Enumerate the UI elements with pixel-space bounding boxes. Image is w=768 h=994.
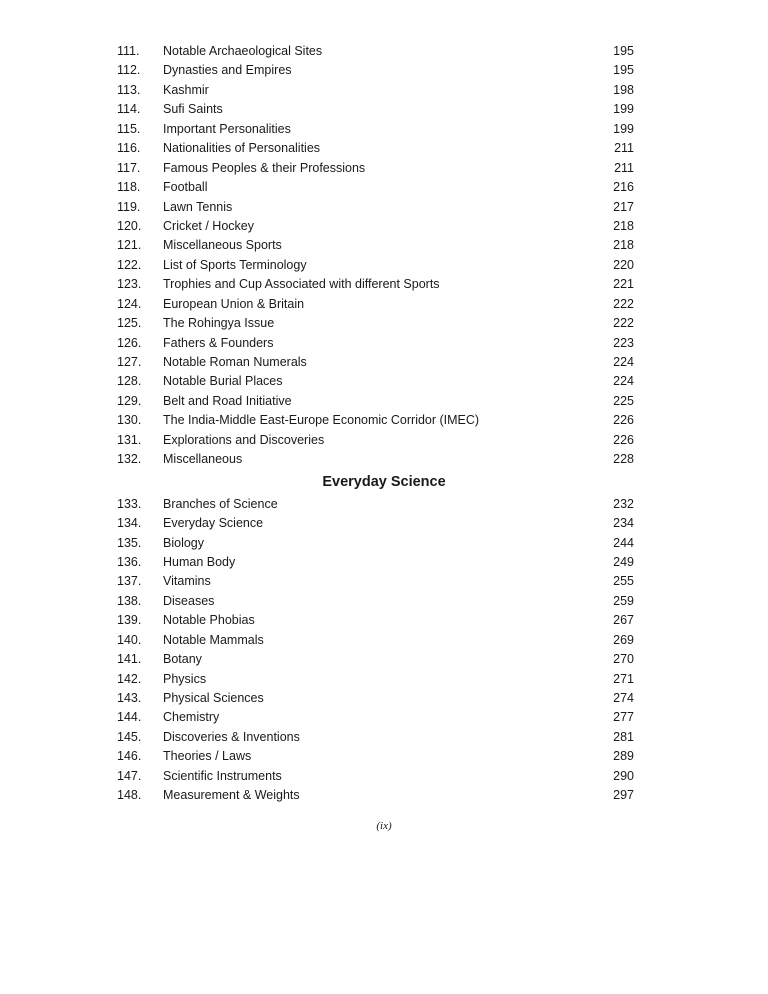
toc-entry-title: Vitamins bbox=[163, 574, 211, 589]
toc-entry bbox=[0, 553, 768, 572]
toc-entry-title: Notable Archaeological Sites bbox=[163, 44, 323, 58]
toc-entry-number: 123. bbox=[117, 277, 142, 292]
toc-entry-title: Discoveries & Inventions bbox=[163, 729, 300, 744]
toc-entry-page: 226 bbox=[613, 413, 634, 428]
toc-entry-title: European Union & Britain bbox=[163, 296, 305, 311]
toc-entry-title: Physical Sciences bbox=[163, 691, 264, 705]
toc-entry-title: Notable Phobias bbox=[163, 613, 255, 628]
toc-entry-title: Belt and Road Initiative bbox=[163, 393, 292, 408]
toc-entry-page: 199 bbox=[613, 102, 634, 117]
toc-entry-number: 115. bbox=[117, 121, 141, 136]
toc-entry-number: 147. bbox=[117, 768, 142, 783]
toc-entry bbox=[0, 314, 768, 333]
toc-entry-number: 117. bbox=[117, 160, 141, 175]
toc-entry-page: 217 bbox=[613, 199, 634, 214]
toc-entry-page: 221 bbox=[613, 277, 634, 292]
toc-entry-number: 138. bbox=[117, 593, 142, 608]
toc-entry-title: Lawn Tennis bbox=[163, 199, 233, 214]
toc-entry bbox=[0, 334, 768, 353]
toc-entry-title: Dynasties and Empires bbox=[163, 63, 292, 78]
toc-entry-page: 297 bbox=[613, 788, 634, 803]
toc-entry bbox=[0, 392, 768, 411]
toc-entry bbox=[0, 572, 768, 591]
toc-entry-page: 195 bbox=[613, 63, 634, 78]
toc-entry-page: 232 bbox=[613, 496, 634, 511]
toc-entry-number: 133. bbox=[117, 496, 142, 511]
toc-entry-number: 119. bbox=[117, 199, 141, 214]
toc-entry-page: 249 bbox=[613, 554, 634, 569]
toc-entry-number: 144. bbox=[117, 710, 142, 725]
toc-entry bbox=[0, 631, 768, 650]
toc-entry bbox=[0, 495, 768, 514]
toc-entry-page: 226 bbox=[613, 432, 634, 447]
toc-entry-number: 136. bbox=[117, 554, 142, 569]
toc-entry-title: Miscellaneous bbox=[163, 452, 243, 467]
toc-entry bbox=[0, 670, 768, 689]
toc-entry-page: 267 bbox=[613, 613, 634, 628]
toc-entry-number: 134. bbox=[117, 516, 142, 531]
toc-entry bbox=[0, 217, 768, 236]
toc-entry bbox=[0, 372, 768, 391]
toc-entry bbox=[0, 236, 768, 255]
toc-entry-page: 198 bbox=[613, 82, 634, 97]
toc-entry-number: 111. bbox=[117, 44, 140, 58]
toc-entry bbox=[0, 611, 768, 630]
toc-entry-page: 220 bbox=[613, 257, 634, 272]
toc-entry-title: Fathers & Founders bbox=[163, 335, 274, 350]
page-number-footer: (ix) bbox=[376, 820, 392, 832]
toc-entry-number: 118. bbox=[117, 180, 141, 195]
toc-entry-title: Branches of Science bbox=[163, 496, 278, 511]
toc-entry bbox=[0, 159, 768, 178]
toc-entry bbox=[0, 411, 768, 430]
section-heading-wrap bbox=[0, 470, 768, 495]
toc-entry-number: 126. bbox=[117, 335, 142, 350]
toc-entry-page: 289 bbox=[613, 749, 634, 764]
toc-entry-page: 225 bbox=[613, 393, 634, 408]
toc-entry-page: 244 bbox=[613, 535, 634, 550]
toc-entry bbox=[0, 431, 768, 450]
toc-entry-page: 222 bbox=[613, 296, 634, 311]
toc-entry-title: Famous Peoples & their Professions bbox=[163, 160, 366, 175]
toc-entry bbox=[0, 514, 768, 533]
toc-entry-number: 124. bbox=[117, 296, 142, 311]
toc-entry-page: 270 bbox=[613, 652, 634, 667]
toc-entry-number: 128. bbox=[117, 374, 142, 389]
toc-entry bbox=[0, 708, 768, 727]
toc-entry-number: 125. bbox=[117, 316, 142, 331]
toc-section-general bbox=[0, 42, 768, 470]
toc-entry-number: 113. bbox=[117, 82, 141, 97]
toc-entry-title: Trophies and Cup Associated with different Sports bbox=[163, 277, 440, 292]
toc-entry-number: 145. bbox=[117, 729, 142, 744]
toc-entry-title: Chemistry bbox=[163, 710, 220, 725]
toc-entry bbox=[0, 120, 768, 139]
toc-entry-title: Explorations and Discoveries bbox=[163, 432, 325, 447]
toc-entry-page: 222 bbox=[613, 316, 634, 331]
toc-entry-page: 259 bbox=[613, 593, 634, 608]
toc-entry-title: Sufi Saints bbox=[163, 102, 223, 117]
toc-entry-page: 234 bbox=[613, 516, 634, 531]
toc-entry bbox=[0, 139, 768, 158]
toc-entry-page: 255 bbox=[613, 574, 634, 589]
toc-entry-page: 211 bbox=[614, 160, 634, 175]
toc-entry bbox=[0, 178, 768, 197]
toc-entry-number: 142. bbox=[117, 671, 142, 686]
toc-entry-number: 140. bbox=[117, 632, 142, 647]
toc-entry-number: 148. bbox=[117, 788, 142, 803]
toc-entry-title: Botany bbox=[163, 652, 202, 667]
toc-entry bbox=[0, 295, 768, 314]
toc-entry bbox=[0, 450, 768, 469]
toc-entry-number: 116. bbox=[117, 141, 141, 156]
toc-entry bbox=[0, 650, 768, 669]
toc-entry-number: 121. bbox=[117, 238, 142, 253]
toc-entry-title: Miscellaneous Sports bbox=[163, 238, 282, 253]
toc-entry-title: Theories / Laws bbox=[163, 749, 252, 764]
toc-entry-title: Notable Mammals bbox=[163, 632, 264, 647]
toc-entry bbox=[0, 747, 768, 766]
toc-entry-page: 269 bbox=[613, 632, 634, 647]
toc-entry-title: The India-Middle East-Europe Economic Corridor (IMEC) bbox=[163, 413, 480, 428]
toc-entry-title: Physics bbox=[163, 671, 207, 686]
toc-entry-number: 114. bbox=[117, 102, 141, 117]
toc-entry-number: 146. bbox=[117, 749, 142, 764]
toc-entry-title: The Rohingya Issue bbox=[163, 316, 275, 331]
toc-entry-title: Diseases bbox=[163, 593, 215, 608]
toc-entry-title: Kashmir bbox=[163, 82, 209, 97]
section-heading: Everyday Science bbox=[322, 473, 446, 490]
toc-entry bbox=[0, 534, 768, 553]
toc-entry-page: 224 bbox=[613, 355, 634, 369]
toc-entry-title: Biology bbox=[163, 535, 204, 550]
toc-entry-number: 131. bbox=[117, 432, 142, 447]
toc-entry-number: 143. bbox=[117, 691, 142, 705]
toc-entry-number: 137. bbox=[117, 574, 142, 589]
toc-entry bbox=[0, 81, 768, 100]
toc-entry bbox=[0, 256, 768, 275]
toc-entry-number: 141. bbox=[117, 652, 142, 667]
toc-entry bbox=[0, 353, 768, 372]
toc-entry-page: 271 bbox=[613, 671, 634, 686]
toc-entry-title: Football bbox=[163, 180, 208, 195]
toc-entry-page: 218 bbox=[613, 238, 634, 253]
toc-entry bbox=[0, 198, 768, 217]
toc-entry-number: 112. bbox=[117, 63, 141, 78]
toc-entry-page: 211 bbox=[614, 141, 634, 156]
toc-entry-number: 120. bbox=[117, 218, 142, 233]
toc-entry-title: Measurement & Weights bbox=[163, 788, 300, 803]
toc-entry bbox=[0, 61, 768, 80]
toc-entry-title: Everyday Science bbox=[163, 516, 264, 531]
toc-entry-title: Human Body bbox=[163, 554, 236, 569]
toc-entry-page: 228 bbox=[613, 452, 634, 467]
toc-entry-number: 122. bbox=[117, 257, 142, 272]
toc-entry-page: 281 bbox=[613, 729, 634, 744]
toc-entry-number: 135. bbox=[117, 535, 142, 550]
toc-entry bbox=[0, 100, 768, 119]
toc-entry bbox=[0, 42, 768, 61]
toc-entry-number: 130. bbox=[117, 413, 142, 428]
toc-entry-page: 218 bbox=[613, 218, 634, 233]
toc-entry-number: 132. bbox=[117, 452, 142, 467]
toc-entry bbox=[0, 689, 768, 708]
toc-entry-page: 216 bbox=[613, 180, 634, 195]
toc-entry bbox=[0, 592, 768, 611]
toc-entry-title: Notable Burial Places bbox=[163, 374, 283, 389]
toc-entry-title: Important Personalities bbox=[163, 121, 291, 136]
toc-entry-number: 127. bbox=[117, 355, 142, 369]
toc-entry-page: 290 bbox=[613, 768, 634, 783]
toc-entry-title: Scientific Instruments bbox=[163, 768, 282, 783]
toc-entry-page: 224 bbox=[613, 374, 634, 389]
toc-entry bbox=[0, 767, 768, 786]
toc-entry-page: 195 bbox=[613, 44, 634, 58]
toc-entry-title: Notable Roman Numerals bbox=[163, 355, 307, 369]
toc-entry bbox=[0, 786, 768, 805]
toc-entry-page: 199 bbox=[613, 121, 634, 136]
toc-entry-number: 129. bbox=[117, 393, 142, 408]
toc-entry-page: 223 bbox=[613, 335, 634, 350]
toc-entry bbox=[0, 728, 768, 747]
toc-entry bbox=[0, 275, 768, 294]
toc-entry-title: List of Sports Terminology bbox=[163, 257, 307, 272]
toc-section-everyday-science bbox=[0, 495, 768, 806]
toc-entry-page: 277 bbox=[613, 710, 634, 725]
toc-entry-title: Cricket / Hockey bbox=[163, 218, 254, 233]
toc-entry-number: 139. bbox=[117, 613, 142, 628]
toc-entry-title: Nationalities of Personalities bbox=[163, 141, 321, 156]
table-of-contents bbox=[0, 42, 768, 806]
toc-entry-page: 274 bbox=[613, 691, 634, 705]
